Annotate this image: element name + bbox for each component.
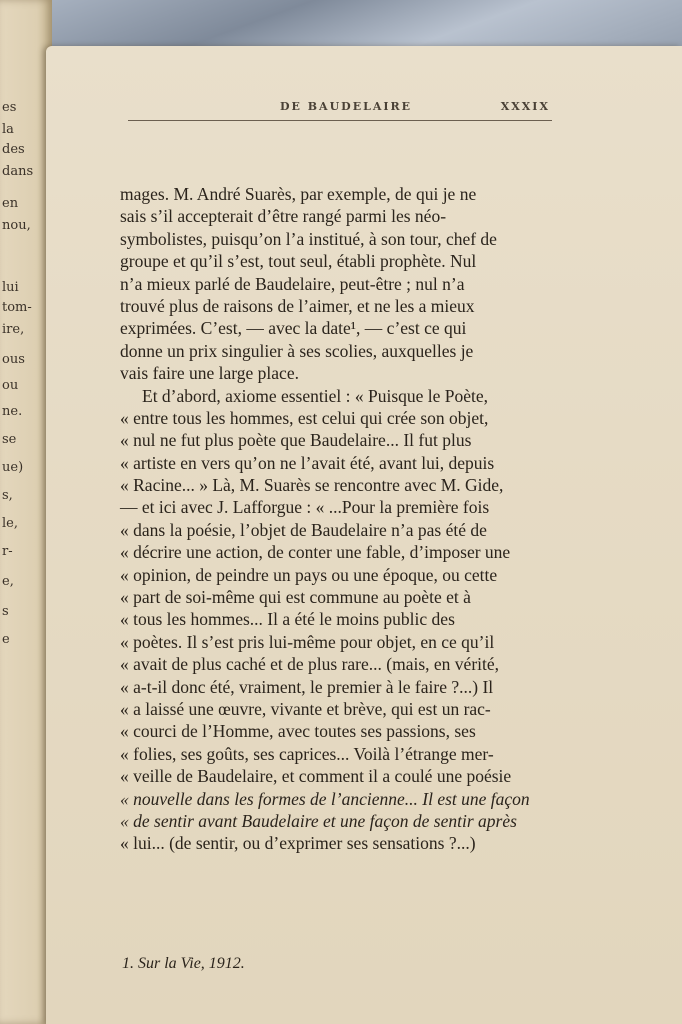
text-line: « courci de l’Homme, avec toutes ses passions, ses <box>120 721 476 742</box>
text-line: « dans la poésie, l’objet de Baudelaire n’a pas été de <box>120 519 487 540</box>
text-line: « poètes. Il s’est pris lui-même pour objet, en ce qu’il <box>120 631 495 652</box>
text-line: groupe et qu’il s’est, tout seul, établi prophète. Nul <box>120 251 477 272</box>
fragment: s <box>2 604 9 619</box>
text-line: « avait de plus caché et de plus rare... (mais, en vérité, <box>120 654 500 675</box>
text-line: « opinion, de peindre un pays ou une époque, ou cette <box>120 564 498 585</box>
text-line: n’a mieux parlé de Baudelaire, peut-être ; nul n’a <box>120 273 465 294</box>
fragment: la <box>2 122 14 137</box>
header-rule <box>128 120 552 121</box>
fragment: nou, <box>2 218 31 233</box>
text-line: trouvé plus de raisons de l’aimer, et ne les a mieux <box>120 295 475 316</box>
text-line: « folies, ses goûts, ses caprices... Voilà l’étrange mer- <box>120 743 494 764</box>
text-line: « lui... (de sentir, ou d’exprimer ses sensations ?...) <box>120 833 476 854</box>
text-line: « Racine... » Là, M. Suarès se rencontre avec M. Gide, <box>120 475 504 496</box>
text-line: « part de soi-même qui est commune au poète et à <box>120 587 471 608</box>
text-line: « a laissé une œuvre, vivante et brève, qui est un rac- <box>120 698 491 719</box>
fragment: ou <box>2 378 19 393</box>
text-line: vais faire une large place. <box>120 363 299 384</box>
fragment: tom- <box>2 300 32 315</box>
fragment: se <box>2 432 17 447</box>
fragment: ous <box>2 352 25 367</box>
text-line: « entre tous les hommes, est celui qui crée son objet, <box>120 407 489 428</box>
text-line: sais s’il accepterait d’être rangé parmi les néo- <box>120 206 447 227</box>
text-line: — et ici avec J. Lafforgue : « ...Pour la première fois <box>120 497 490 518</box>
text-line: donne un prix singulier à ses scolies, auxquelles je <box>120 340 474 361</box>
page-body <box>120 183 560 855</box>
fragment: e <box>2 632 10 647</box>
fragment: le, <box>2 516 18 531</box>
fragment: lui <box>2 280 19 295</box>
text-line: « artiste en vers qu’on ne l’avait été, avant lui, depuis <box>120 452 495 473</box>
text-line: exprimées. C’est, — avec la date¹, — c’est ce qui <box>120 318 467 339</box>
running-title: DE BAUDELAIRE <box>280 100 413 113</box>
fragment: ire, <box>2 322 25 337</box>
text-line: « décrire une action, de conter une fable, d’imposer une <box>120 542 511 563</box>
fragment: ne. <box>2 404 23 419</box>
fragment: es <box>2 100 17 115</box>
footnote: 1. Sur la Vie, 1912. <box>122 955 245 972</box>
fragment: des <box>2 142 25 157</box>
paragraph-start-line: Et d’abord, axiome essentiel : « Puisque le Poète, <box>142 385 489 406</box>
page-number: XXXIX <box>500 100 550 113</box>
facing-page-edge <box>0 0 52 1024</box>
text-line: « a-t-il donc été, vraiment, le premier à le faire ?...) Il <box>120 676 494 697</box>
text-line: « nouvelle dans les formes de l’ancienne... Il est une façon <box>120 788 530 809</box>
text-line: symbolistes, puisqu’on l’a institué, à son tour, chef de <box>120 228 497 249</box>
text-line: mages. M. André Suarès, par exemple, de qui je ne <box>120 184 477 204</box>
fragment: en <box>2 196 19 211</box>
text-line: « tous les hommes... Il a été le moins public des <box>120 609 455 630</box>
text-line: « de sentir avant Baudelaire et une façon de sentir après <box>120 810 517 831</box>
text-line: « nul ne fut plus poète que Baudelaire... Il fut plus <box>120 430 472 451</box>
fragment: ue) <box>2 460 24 475</box>
fragment: r- <box>2 544 13 559</box>
fragment: s, <box>2 488 13 503</box>
text-line: « veille de Baudelaire, et comment il a coulé une poésie <box>120 766 512 787</box>
running-header <box>232 100 550 118</box>
fragment: dans <box>2 164 34 179</box>
fragment: e, <box>2 574 14 589</box>
